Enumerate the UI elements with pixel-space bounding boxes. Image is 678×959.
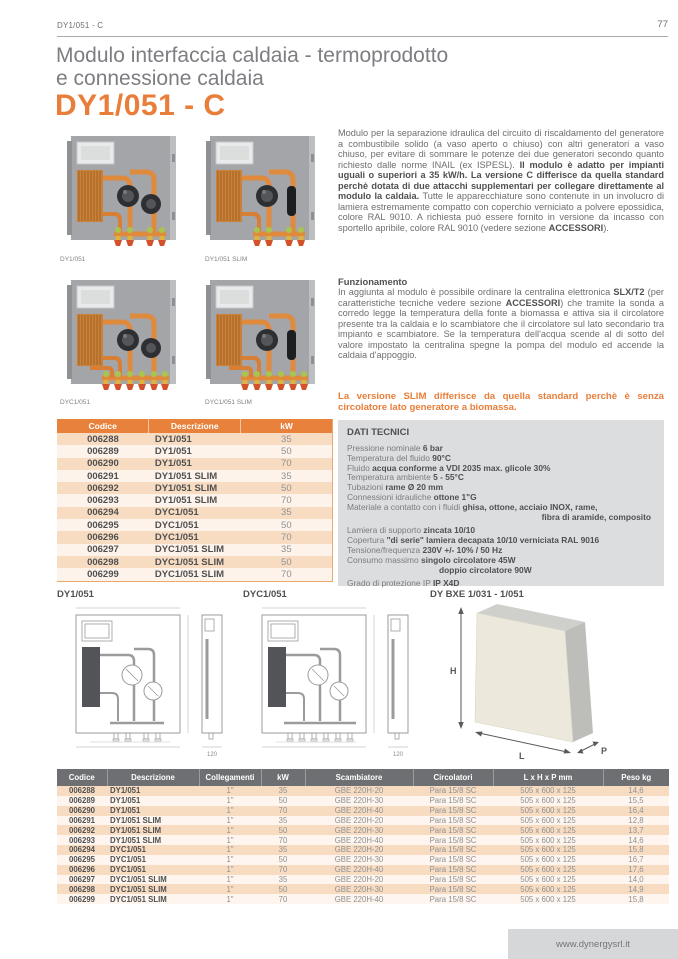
cell: 006293 [68,835,96,845]
cell: 505 x 600 x 125 [520,806,576,816]
cell: DYC1/051 [154,532,199,544]
cell: 35 [278,875,288,885]
photo-caption: DYC1/051 [60,399,90,406]
product-photo-dyc1051 [62,278,184,392]
table-row [57,894,669,904]
cell: 006299 [68,894,96,904]
cell: Para 15/8 SC [429,884,477,894]
text-segment: ACCESSORI [505,297,561,308]
cell: 50 [278,796,288,806]
drawing-caption: DY1/051 [57,589,94,600]
cell: Para 15/8 SC [429,894,477,904]
footer-bar [508,929,678,959]
column-header: Peso kg [603,769,669,786]
header-rule [57,36,668,37]
cell: 006295 [68,855,96,865]
dati-row: Materiale a contatto con i fluidi ghisa, ottone, acciaio INOX, rame, fibra di aramide, composito [347,501,651,522]
cell: 006299 [87,568,119,580]
column-header: Scambiatore [305,769,413,786]
table-row [57,875,669,885]
cell: DY1/051 [154,445,192,457]
cell: GBE 220H-20 [334,845,384,855]
cell: 1" [226,825,234,835]
column-header: L x H x P mm [493,769,603,786]
column-header: Collegamenti [199,769,261,786]
cell: GBE 220H-40 [334,806,384,816]
cell: 35 [281,507,292,519]
cell: 35 [278,786,288,796]
cell: 15,8 [628,845,644,855]
cell: 006292 [68,825,96,835]
cell: Para 15/8 SC [429,865,477,875]
technical-drawing-illustration [246,601,426,763]
cell: 505 x 600 x 125 [520,815,576,825]
cell: DYC1/051 SLIM [154,556,224,568]
cell: 505 x 600 x 125 [520,835,576,845]
cell: Para 15/8 SC [429,855,477,865]
cell: 505 x 600 x 125 [520,825,576,835]
cell: DYC1/051 SLIM [110,894,167,904]
module-photo-illustration [62,278,184,392]
cell: 1" [226,815,234,825]
table-row [57,556,333,568]
cell: 14,0 [628,875,644,885]
cell: Para 15/8 SC [429,815,477,825]
dati-row: Connessioni idrauliche ottone 1"G [347,491,477,502]
table-row [57,433,333,445]
cell: Para 15/8 SC [429,845,477,855]
cell: DY1/051 [110,796,141,806]
table-row [57,531,333,543]
photo-caption: DY1/051 [60,256,86,263]
cell: 12,8 [628,815,644,825]
cell: DYC1/051 [154,507,199,519]
cell: 006295 [87,519,119,531]
cell: 15,8 [628,894,644,904]
cell: GBE 220H-40 [334,835,384,845]
codes-table [57,419,333,582]
cell: DYC1/051 SLIM [154,568,224,580]
dim-label-p: P [601,746,608,756]
cell: DYC1/051 [110,845,146,855]
cell: GBE 220H-20 [334,875,384,885]
cell: 70 [278,894,288,904]
cell: 1" [226,875,234,885]
dati-row: Lamiera di supporto zincata 10/10 [347,525,476,536]
dim-label-l: L [519,751,525,761]
technical-drawing-illustration [60,601,240,763]
cell: GBE 220H-40 [334,865,384,875]
cell: Para 15/8 SC [429,796,477,806]
dati-tecnici-title: DATI TECNICI [347,427,410,438]
cell: DY1/051 SLIM [110,815,162,825]
cell: 1" [226,865,234,875]
table-row [57,865,669,875]
table-row [57,445,333,457]
dati-row: Temperatura del fluido 90°C [347,452,451,463]
column-header: kW [241,419,333,433]
table-row [57,884,669,894]
cell: 006293 [87,495,119,507]
technical-drawing-dyc1051 [246,601,426,763]
table-row [57,470,333,482]
cell: 505 x 600 x 125 [520,796,576,806]
column-header: Codice [57,769,107,786]
dati-tecnici-box [338,420,664,589]
text-segment: Tutte le apparecchiature sono contenute in un involucro di lamiera estremamente compatto con coperchio verniciato a polvere epossidica, colore RAL 9010. A richiesta può essere fornito in versione da incasso con sportello apribile, colore RAL 9010 (vedere sezione [338,191,665,233]
cell: 006297 [87,544,119,556]
cell: 505 x 600 x 125 [520,865,576,875]
dim-label-h: H [450,666,457,676]
cell: DYC1/051 SLIM [154,544,224,556]
cell: 1" [226,806,234,816]
column-header: Circolatori [413,769,493,786]
cell: 1" [226,786,234,796]
cell: Para 15/8 SC [429,786,477,796]
cell: 50 [281,519,292,531]
cell: 1" [226,855,234,865]
cell: 35 [278,815,288,825]
text-segment: ) che tramite la sonda a corredo legge la temperatura della fonte a biomassa e attiva sia il circolatore presente tra la caldaia e lo scambiatore che il circolatore sul lato secondario tra impianto e scambiatore. Se la temperatura dell'acqua scende al di sotto del valore impostato la centralina spegne la pompa del modulo ed accende la caldaia d'appoggio. [338,297,664,360]
cell: 006290 [68,806,96,816]
cell: 16,4 [628,806,644,816]
table-row [57,458,333,470]
dati-row: Pressione nominale 6 bar [347,443,443,453]
text-segment: ). [603,222,609,233]
cell: 505 x 600 x 125 [520,855,576,865]
cell: DY1/051 [110,806,141,816]
cell: 006298 [68,884,96,894]
svg-text:120: 120 [206,752,218,758]
cell: GBE 220H-30 [334,884,384,894]
table-row [57,855,669,865]
cell: 14,9 [628,884,644,894]
cell: 14,6 [628,786,644,796]
spec-table-header-row [57,769,669,786]
cell: DY1/051 SLIM [154,495,218,507]
dati-rows [347,444,655,589]
cell: 15,5 [628,796,644,806]
codes-table-header-row [57,419,333,433]
table-row [57,796,669,806]
cell: 50 [281,482,292,494]
cell: 006292 [87,482,119,494]
product-photo-dyc1051-slim [201,278,323,392]
column-header: Descrizione [149,419,241,433]
cell: GBE 220H-30 [334,796,384,806]
cell: 006291 [68,815,96,825]
page-number: 77 [657,19,668,30]
drawing-caption: DY BXE 1/031 - 1/051 [430,589,524,600]
cell: 1" [226,845,234,855]
text-segment: SLX/T2 [613,287,645,297]
cell: 505 x 600 x 125 [520,875,576,885]
cell: DYC1/051 [154,519,199,531]
column-header: Descrizione [107,769,199,786]
photo-caption: DY1/051 SLIM [205,256,248,263]
table-row [57,507,333,519]
cell: Para 15/8 SC [429,875,477,885]
funzionamento-heading: Funzionamento [338,276,408,287]
module-photo-illustration [201,134,323,248]
cell: GBE 220H-20 [334,786,384,796]
product-code-heading: DY1/051 - C [55,89,226,122]
table-row [57,568,333,581]
cell: DY1/051 [154,458,192,470]
module-photo-illustration [62,134,184,248]
cell: 505 x 600 x 125 [520,884,576,894]
text-segment: Modulo per la separazione idraulica del circuito di riscaldamento del generatore a combustibile solido (a vaso aperto o chiuso) con altri generatori a vaso chiuso, per evitare di sommare le potenze dei due generatori secondo quanto richiesto dalle norme INAIL (ex ISPESL). [338,128,664,170]
svg-text:120: 120 [392,752,404,758]
dati-row: Tubazioni rame Ø 20 mm [347,482,444,493]
technical-drawing-dy1051 [60,601,240,763]
cell: 70 [278,865,288,875]
text-segment: ACCESSORI [548,222,604,233]
dati-row: Copertura "di serie" lamiera decapata 10/10 verniciata RAL 9016 [347,535,600,546]
table-row [57,519,333,531]
table-row [57,482,333,494]
cell: 1" [226,894,234,904]
page-title-line2: e connessione caldaia [56,67,264,90]
cell: 35 [281,470,292,482]
cell: 35 [278,845,288,855]
cell: 50 [278,884,288,894]
cell: 70 [281,458,292,470]
cell: 006294 [68,845,96,855]
cell: 50 [278,825,288,835]
photo-caption: DYC1/051 SLIM [205,399,252,406]
cell: 006296 [87,532,119,544]
cell: GBE 220H-30 [334,855,384,865]
breadcrumb: DY1/051 - C [57,21,104,30]
cell: 1" [226,835,234,845]
table-row [57,845,669,855]
column-header: Codice [57,419,149,433]
cell: 50 [278,855,288,865]
page-title-line1: Modulo interfaccia caldaia - termoprodotto [56,44,449,67]
cell: DYC1/051 SLIM [110,884,167,894]
cell: DYC1/051 [110,865,146,875]
cell: 14,6 [628,835,644,845]
cell: Para 15/8 SC [429,825,477,835]
text-segment: (per caratteristiche tecniche vedere sezione [338,287,664,308]
cell: 505 x 600 x 125 [520,786,576,796]
page-title [56,44,486,90]
cell: DY1/051 SLIM [154,482,218,494]
dati-row: Fluido acqua conforme a VDI 2035 max. glicole 30% [347,462,551,473]
funzionamento-paragraph [338,287,664,361]
cell: Para 15/8 SC [429,835,477,845]
cell: 70 [281,532,292,544]
dati-row: Grado di protezione IP IP X4D [347,578,460,589]
cell: GBE 220H-30 [334,825,384,835]
dati-row: Consumo massimo singolo circolatore 45W doppio circolatore 90W [347,554,532,575]
dati-row: Tensione/frequenza 230V +/- 10% / 50 Hz [347,544,503,555]
cell: 505 x 600 x 125 [520,894,576,904]
description-paragraph [338,128,664,233]
cell: 70 [281,495,292,507]
cell: 006290 [87,458,119,470]
product-photo-dy1051-slim [201,134,323,248]
column-header: kW [261,769,305,786]
cell: 006291 [87,470,119,482]
table-row [57,816,669,826]
cell: DY1/051 SLIM [110,825,162,835]
cell: 006298 [87,556,119,568]
cell: 35 [281,433,292,445]
cell: DY1/051 SLIM [154,470,218,482]
cell: 1" [226,796,234,806]
cell: 505 x 600 x 125 [520,845,576,855]
table-row [57,806,669,816]
cell: 006294 [87,507,119,519]
cell: 70 [281,568,292,580]
table-row [57,786,669,796]
table-row [57,494,333,506]
cell: DY1/051 [154,433,192,445]
slim-note: La versione SLIM differisce da quella standard perchè è senza circolatore lato generatore a biomassa. [338,391,664,413]
cell: 006296 [68,865,96,875]
text-segment: In aggiunta al modulo è possibile ordinare la centralina elettronica [338,287,614,297]
cell: 1" [226,884,234,894]
table-row [57,825,669,835]
cell: 006289 [87,445,119,457]
table-row [57,835,669,845]
cell: 16,7 [628,855,644,865]
cell: 70 [278,806,288,816]
module-photo-illustration [201,278,323,392]
cell: DY1/051 [110,786,141,796]
spec-table [57,769,669,904]
website-link[interactable]: www.dynergysrl.it [556,938,630,950]
product-photo-dy1051 [62,134,184,248]
cell: 35 [281,544,292,556]
cell: GBE 220H-20 [334,815,384,825]
cell: 006289 [68,796,96,806]
cell: 70 [278,835,288,845]
cell: DYC1/051 [110,855,146,865]
dati-row: Temperatura ambiente 5 - 55°C [347,472,464,483]
cell: DY1/051 SLIM [110,835,162,845]
cell: 006288 [68,786,96,796]
cell: 50 [281,445,292,457]
table-row [57,544,333,556]
text-segment: Il modulo è adatto per impianti uguali o superiori a 35 kW/h. La versione C differisce da quella standard perchè dotata di due attacchi supplementari per collegare direttamente al modulo la caldaia. [338,159,665,201]
cell: 50 [281,556,292,568]
cell: 006288 [87,433,119,445]
cell: DYC1/051 SLIM [110,875,167,885]
cell: GBE 220H-40 [334,894,384,904]
drawing-caption: DYC1/051 [243,589,287,600]
cell: 17,6 [628,865,644,875]
cell: 13,7 [628,825,644,835]
cell: 006297 [68,875,96,885]
dimension-box-illustration [448,602,660,762]
cell: Para 15/8 SC [429,806,477,816]
